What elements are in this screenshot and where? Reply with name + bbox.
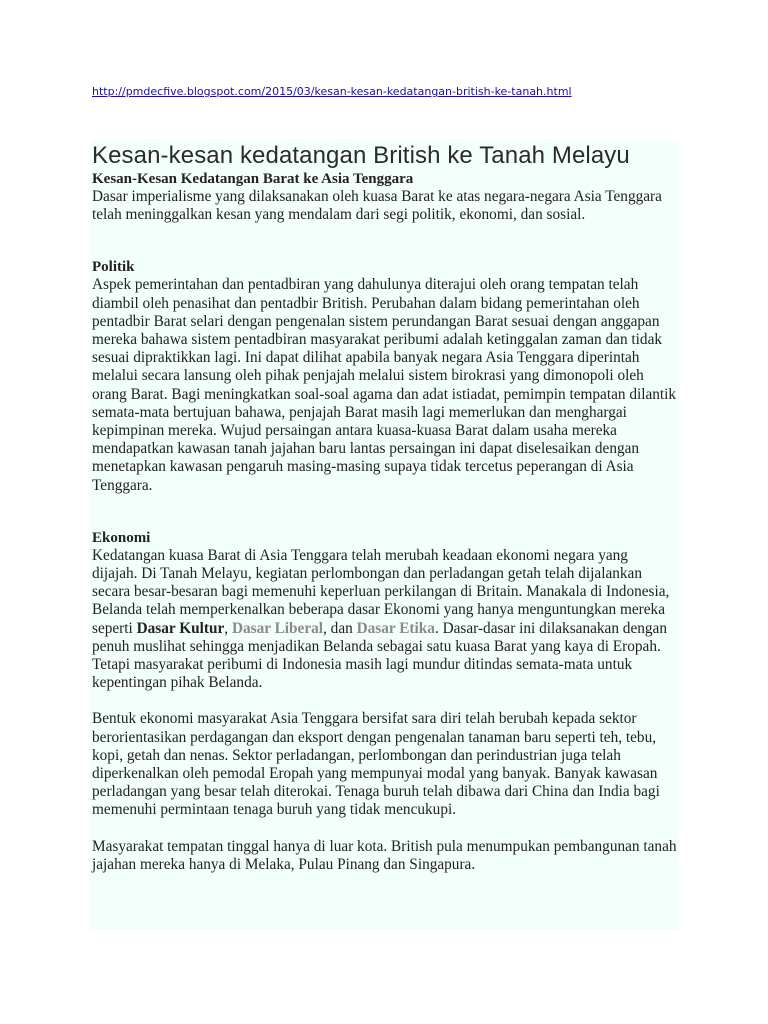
ekonomi-paragraph-2: Bentuk ekonomi masyarakat Asia Tenggara bersifat sara diri telah berubah kepada sektor berorientasikan perdagangan dan eksport dengan pengenalan tanaman baru seperti teh, tebu, kopi, getah dan nenas. Sektor perladangan, perlombongan dan perindustrian juga telah diperkenalkan oleh pemodal Eropah yang mempunyai modal yang banyak. Banyak kawasan perladangan yang besar telah diterokai. Tenaga buruh telah dibawa dari China dan India bagi memenuhi permintaan tenaga buruh yang tidak mencukupi. — [92, 710, 660, 819]
separator: , dan — [323, 619, 357, 637]
article-title: Kesan-kesan kedatangan British ke Tanah Melayu — [92, 142, 630, 169]
spacer — [92, 495, 677, 529]
source-url-link[interactable]: http://pmdecfive.blogspot.com/2015/03/kesan-kesan-kedatangan-british-ke-tanah.html — [92, 85, 572, 98]
intro-paragraph: Dasar imperialisme yang dilaksanakan oleh kuasa Barat ke atas negara-negara Asia Tenggara telah meninggalkan kesan yang mendalam dari segi politik, ekonomi, dan sosial. — [92, 188, 662, 224]
section-heading-politik: Politik — [92, 259, 135, 276]
separator: , — [224, 619, 232, 637]
link-dasar-etika[interactable]: Dasar Etika — [356, 619, 435, 637]
ekonomi-paragraph-3: Masyarakat tempatan tinggal hanya di luar kota. British pula menumpukan pembangunan tanah jajahan mereka hanya di Melaka, Pulau Pinang dan Singapura. — [92, 837, 677, 873]
article-subtitle: Kesan-Kesan Kedatangan Barat ke Asia Tenggara — [92, 171, 414, 187]
politik-paragraph: Aspek pemerintahan dan pentadbiran yang dahulunya diterajui oleh orang tempatan telah diambil oleh penasihat dan pentadbir British. Perubahan dalam bidang pemerintahan oleh pentadbir Barat selari dengan pengenalan sistem perundangan Barat sesuai dengan anggapan mereka bahawa sistem pentadbiran masyarakat peribumi adalah ketinggalan zaman dan tidak sesuai dipraktikkan lagi. Ini dapat dilihat apabila banyak negara Asia Tenggara diperintah melalui secara lansung oleh pihak penjajah melalui sistem birokrasi yang dimonopoli oleh orang Barat. Bagi meningkatkan soal-soal agama dan adat istiadat, pemimpin tempatan dilantik semata-mata bertujuan bahawa, penjajah Barat masih lagi memerlukan dan menghargai kepimpinan mereka. Wujud persaingan antara kuasa-kuasa Barat dalam usaha mereka mendapatkan kawasan tanah jajahan baru lantas persaingan ini dapat diselesaikan dengan menetapkan kawasan pengaruh masing-masing supaya tidak tercetus peperangan di Asia Tenggara. — [92, 276, 677, 494]
ekonomi-text-after: . Dasar-dasar ini dilaksanakan dengan penuh muslihat sehingga menjadikan Belanda sebagai satu kuasa Barat yang kaya di Eropah. Tetapi masyarakat peribumi di Indonesia masih lagi mundur ditindas semata-mata untuk kepentingan pihak Belanda. — [92, 619, 667, 692]
keyword-dasar-kultur: Dasar Kultur — [136, 619, 225, 637]
ekonomi-paragraph-1 — [92, 547, 677, 693]
spacer — [92, 224, 677, 258]
section-heading-ekonomi: Ekonomi — [92, 529, 151, 546]
ekonomi-text-before: Kedatangan kuasa Barat di Asia Tenggara telah merubah keadaan ekonomi negara yang dijajah. Di Tanah Melayu, kegiatan perlombongan dan perladangan getah telah dijalankan secara besar-besaran bagi memenuhi keperluan perkilangan di Britain. Manakala di Indonesia, Belanda telah memperkenalkan beberapa dasar Ekonomi yang hanya menguntungkan mereka seperti — [92, 546, 670, 637]
article-container — [90, 140, 679, 930]
link-dasar-liberal[interactable]: Dasar Liberal — [231, 619, 324, 637]
spacer — [92, 820, 677, 838]
spacer — [92, 692, 677, 710]
